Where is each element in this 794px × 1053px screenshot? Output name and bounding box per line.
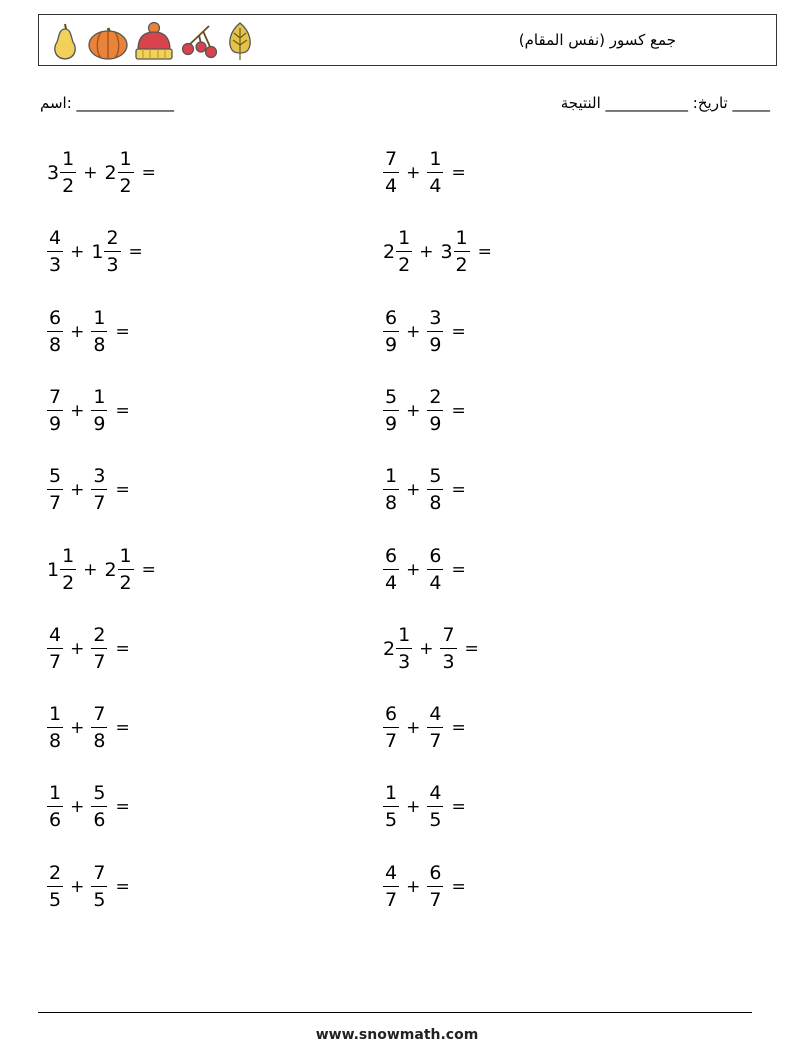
equals-sign: = [451, 480, 466, 500]
denominator: 3 [442, 651, 455, 673]
fraction-term [104, 547, 133, 593]
numerator: 7 [93, 862, 106, 884]
fraction-bar [440, 648, 456, 649]
plus-sign: + [70, 322, 85, 342]
fraction-bar [396, 251, 412, 252]
fraction-term [427, 388, 443, 434]
fraction-term [427, 150, 443, 196]
fraction [383, 388, 399, 434]
denominator: 7 [429, 889, 442, 911]
fraction-term [383, 150, 399, 196]
numerator: 4 [429, 782, 442, 804]
fraction-term [47, 864, 63, 910]
whole-number: 3 [47, 162, 60, 184]
numerator: 7 [442, 624, 455, 646]
equals-sign: = [115, 480, 130, 500]
denominator: 4 [429, 572, 442, 594]
fraction [47, 229, 63, 275]
equals-sign: = [141, 163, 156, 183]
fraction [383, 864, 399, 910]
plus-sign: + [70, 242, 85, 262]
fraction [427, 150, 443, 196]
fraction-bar [427, 331, 443, 332]
denominator: 4 [385, 175, 398, 197]
fraction [60, 150, 76, 196]
denominator: 9 [385, 413, 398, 435]
fraction [47, 626, 63, 672]
fraction [47, 388, 63, 434]
fraction-bar [118, 172, 134, 173]
fraction [440, 626, 456, 672]
numerator: 4 [429, 703, 442, 725]
fraction-bar [427, 489, 443, 490]
fraction [383, 467, 399, 513]
denominator: 7 [93, 651, 106, 673]
numerator: 2 [429, 386, 442, 408]
equals-sign: = [115, 877, 130, 897]
whole-number: 3 [440, 241, 453, 263]
fraction-term [47, 150, 76, 196]
plus-sign: + [83, 163, 98, 183]
leaf-icon [223, 20, 257, 62]
fraction-term [47, 309, 63, 355]
exercise-left-4 [47, 380, 130, 442]
fraction-bar [427, 727, 443, 728]
fraction-bar [427, 172, 443, 173]
fraction-bar [427, 569, 443, 570]
exercise-left-7 [47, 618, 130, 680]
plus-sign: + [406, 322, 421, 342]
fraction-term [47, 547, 76, 593]
denominator: 8 [93, 730, 106, 752]
name-field: اسم: _____________ [40, 94, 175, 112]
equals-sign: = [451, 718, 466, 738]
equals-sign: = [451, 401, 466, 421]
denominator: 8 [429, 492, 442, 514]
fraction-bar [427, 410, 443, 411]
fraction-bar [91, 331, 107, 332]
whole-number: 2 [104, 162, 117, 184]
exercise-left-9 [47, 776, 130, 838]
plus-sign: + [419, 639, 434, 659]
denominator: 2 [62, 175, 75, 197]
fraction-bar [383, 172, 399, 173]
fraction-bar [47, 648, 63, 649]
denominator: 2 [455, 254, 468, 276]
fraction [383, 547, 399, 593]
fraction-term [91, 864, 107, 910]
exercise-left-5 [47, 459, 130, 521]
numerator: 5 [93, 782, 106, 804]
plus-sign: + [70, 718, 85, 738]
plus-sign: + [406, 480, 421, 500]
equals-sign: = [451, 163, 466, 183]
denominator: 6 [93, 809, 106, 831]
worksheet-header [38, 14, 777, 66]
fraction-term [91, 467, 107, 513]
fraction-bar [47, 727, 63, 728]
fraction [427, 467, 443, 513]
equals-sign: = [141, 560, 156, 580]
equals-sign: = [477, 242, 492, 262]
worksheet-title: جمع كسور (نفس المقام) [518, 31, 676, 49]
fraction-bar [47, 251, 63, 252]
equals-sign: = [451, 322, 466, 342]
fraction-term [383, 388, 399, 434]
fraction-term [383, 864, 399, 910]
fraction-bar [91, 806, 107, 807]
fraction [91, 309, 107, 355]
equals-sign: = [115, 322, 130, 342]
plus-sign: + [70, 639, 85, 659]
numerator: 6 [49, 307, 62, 329]
fraction-term [47, 229, 63, 275]
numerator: 6 [385, 703, 398, 725]
numerator: 1 [62, 545, 75, 567]
equals-sign: = [115, 797, 130, 817]
denominator: 2 [119, 175, 132, 197]
fraction-term [47, 388, 63, 434]
plus-sign: + [406, 401, 421, 421]
fraction-term [383, 626, 412, 672]
fraction-bar [91, 410, 107, 411]
numerator: 6 [385, 307, 398, 329]
equals-sign: = [464, 639, 479, 659]
numerator: 6 [429, 545, 442, 567]
plus-sign: + [406, 797, 421, 817]
denominator: 6 [49, 809, 62, 831]
numerator: 6 [429, 862, 442, 884]
fraction-term [440, 229, 469, 275]
fraction-term [91, 309, 107, 355]
header-icons [47, 19, 257, 63]
denominator: 7 [385, 889, 398, 911]
denominator: 7 [385, 730, 398, 752]
fraction-bar [396, 648, 412, 649]
denominator: 8 [385, 492, 398, 514]
exercise-right-1 [383, 142, 466, 204]
fraction-term [104, 150, 133, 196]
fraction-bar [454, 251, 470, 252]
fraction [396, 229, 412, 275]
denominator: 5 [93, 889, 106, 911]
fraction [91, 467, 107, 513]
plus-sign: + [406, 560, 421, 580]
numerator: 1 [455, 227, 468, 249]
fraction-term [91, 388, 107, 434]
numerator: 4 [49, 624, 62, 646]
numerator: 5 [49, 465, 62, 487]
fraction-bar [91, 648, 107, 649]
fraction-bar [383, 886, 399, 887]
fraction-term [427, 705, 443, 751]
fraction [47, 467, 63, 513]
fraction-term [427, 467, 443, 513]
fraction [47, 309, 63, 355]
denominator: 2 [119, 572, 132, 594]
whole-number: 2 [383, 638, 396, 660]
fraction [91, 784, 107, 830]
fraction [427, 547, 443, 593]
denominator: 4 [385, 572, 398, 594]
fraction [47, 705, 63, 751]
numerator: 1 [398, 227, 411, 249]
fraction [427, 784, 443, 830]
denominator: 7 [49, 651, 62, 673]
fraction-term [91, 229, 120, 275]
fraction-term [383, 784, 399, 830]
numerator: 7 [49, 386, 62, 408]
exercise-right-4 [383, 380, 466, 442]
fraction [118, 547, 134, 593]
fraction-bar [60, 172, 76, 173]
numerator: 4 [49, 227, 62, 249]
fraction [47, 784, 63, 830]
exercise-right-9 [383, 776, 466, 838]
fraction [383, 784, 399, 830]
denominator: 9 [385, 334, 398, 356]
fraction-term [383, 467, 399, 513]
fraction-term [383, 547, 399, 593]
denominator: 2 [398, 254, 411, 276]
fraction-term [383, 229, 412, 275]
denominator: 8 [49, 334, 62, 356]
numerator: 1 [385, 782, 398, 804]
numerator: 2 [49, 862, 62, 884]
fraction-bar [47, 886, 63, 887]
numerator: 1 [49, 703, 62, 725]
denominator: 7 [49, 492, 62, 514]
fraction [91, 626, 107, 672]
plus-sign: + [70, 480, 85, 500]
fraction-term [91, 626, 107, 672]
fraction [60, 547, 76, 593]
plus-sign: + [406, 163, 421, 183]
denominator: 5 [49, 889, 62, 911]
numerator: 1 [49, 782, 62, 804]
fraction-term [47, 784, 63, 830]
numerator: 5 [429, 465, 442, 487]
exercise-left-10 [47, 856, 130, 918]
fraction-term [427, 547, 443, 593]
fraction [427, 388, 443, 434]
equals-sign: = [451, 877, 466, 897]
fraction-bar [91, 727, 107, 728]
numerator: 2 [93, 624, 106, 646]
denominator: 9 [49, 413, 62, 435]
denominator: 3 [49, 254, 62, 276]
plus-sign: + [419, 242, 434, 262]
equals-sign: = [128, 242, 143, 262]
exercise-right-10 [383, 856, 466, 918]
whole-number: 1 [91, 241, 104, 263]
numerator: 7 [385, 148, 398, 170]
fraction-bar [383, 489, 399, 490]
fraction-bar [91, 886, 107, 887]
exercise-right-8 [383, 697, 466, 759]
fraction [427, 705, 443, 751]
exercise-left-2 [47, 221, 143, 283]
denominator: 3 [106, 254, 119, 276]
exercise-right-2 [383, 221, 492, 283]
numerator: 5 [385, 386, 398, 408]
equals-sign: = [451, 797, 466, 817]
fraction [104, 229, 120, 275]
numerator: 2 [106, 227, 119, 249]
fraction-bar [60, 569, 76, 570]
denominator: 5 [385, 809, 398, 831]
exercise-left-3 [47, 301, 130, 363]
numerator: 6 [385, 545, 398, 567]
fraction-bar [383, 569, 399, 570]
fraction-bar [383, 331, 399, 332]
plus-sign: + [70, 401, 85, 421]
numerator: 3 [429, 307, 442, 329]
numerator: 1 [385, 465, 398, 487]
numerator: 1 [93, 307, 106, 329]
fraction-term [383, 309, 399, 355]
equals-sign: = [451, 560, 466, 580]
denominator: 8 [49, 730, 62, 752]
exercise-left-1 [47, 142, 156, 204]
numerator: 3 [93, 465, 106, 487]
fraction-term [47, 705, 63, 751]
fraction [383, 150, 399, 196]
whole-number: 1 [47, 559, 60, 581]
numerator: 1 [62, 148, 75, 170]
fraction-term [427, 309, 443, 355]
numerator: 1 [119, 148, 132, 170]
denominator: 8 [93, 334, 106, 356]
equals-sign: = [115, 718, 130, 738]
equals-sign: = [115, 639, 130, 659]
fraction-term [427, 784, 443, 830]
fraction [427, 864, 443, 910]
denominator: 2 [62, 572, 75, 594]
plus-sign: + [406, 718, 421, 738]
fraction-term [47, 467, 63, 513]
fraction-term [91, 705, 107, 751]
numerator: 1 [398, 624, 411, 646]
denominator: 9 [429, 413, 442, 435]
fraction [396, 626, 412, 672]
fraction-term [91, 784, 107, 830]
fraction-bar [91, 489, 107, 490]
denominator: 9 [93, 413, 106, 435]
denominator: 3 [398, 651, 411, 673]
fraction [383, 309, 399, 355]
fraction-bar [47, 806, 63, 807]
fraction [91, 705, 107, 751]
numerator: 1 [119, 545, 132, 567]
fraction [91, 388, 107, 434]
fraction-bar [104, 251, 120, 252]
date-score-field: تاريخ: ___________ النتيجة _____ [560, 94, 770, 112]
denominator: 5 [429, 809, 442, 831]
denominator: 9 [429, 334, 442, 356]
numerator: 1 [429, 148, 442, 170]
exercise-left-8 [47, 697, 130, 759]
plus-sign: + [406, 877, 421, 897]
numerator: 4 [385, 862, 398, 884]
plus-sign: + [70, 797, 85, 817]
fraction [383, 705, 399, 751]
whole-number: 2 [104, 559, 117, 581]
pear-icon [47, 20, 83, 62]
fraction [427, 309, 443, 355]
fraction-bar [47, 410, 63, 411]
whole-number: 2 [383, 241, 396, 263]
exercise-right-5 [383, 459, 466, 521]
winter-hat-icon [133, 20, 175, 62]
fraction-bar [383, 410, 399, 411]
cherries-icon [179, 20, 219, 62]
fraction [91, 864, 107, 910]
fraction-bar [47, 489, 63, 490]
exercise-right-3 [383, 301, 466, 363]
denominator: 7 [93, 492, 106, 514]
denominator: 4 [429, 175, 442, 197]
fraction-bar [427, 806, 443, 807]
exercise-right-6 [383, 539, 466, 601]
fraction [454, 229, 470, 275]
plus-sign: + [83, 560, 98, 580]
fraction-bar [118, 569, 134, 570]
fraction [47, 864, 63, 910]
footer-url: www.snowmath.com [315, 1027, 479, 1043]
pumpkin-icon [87, 20, 129, 62]
fraction-term [383, 705, 399, 751]
exercise-left-6 [47, 539, 156, 601]
numerator: 1 [93, 386, 106, 408]
fraction-term [47, 626, 63, 672]
fraction [118, 150, 134, 196]
fraction-bar [383, 727, 399, 728]
exercise-right-7 [383, 618, 479, 680]
equals-sign: = [115, 401, 130, 421]
numerator: 7 [93, 703, 106, 725]
fraction-bar [383, 806, 399, 807]
fraction-term [440, 626, 456, 672]
footer-divider [38, 1012, 752, 1013]
denominator: 7 [429, 730, 442, 752]
fraction-bar [427, 886, 443, 887]
plus-sign: + [70, 877, 85, 897]
fraction-bar [47, 331, 63, 332]
fraction-term [427, 864, 443, 910]
